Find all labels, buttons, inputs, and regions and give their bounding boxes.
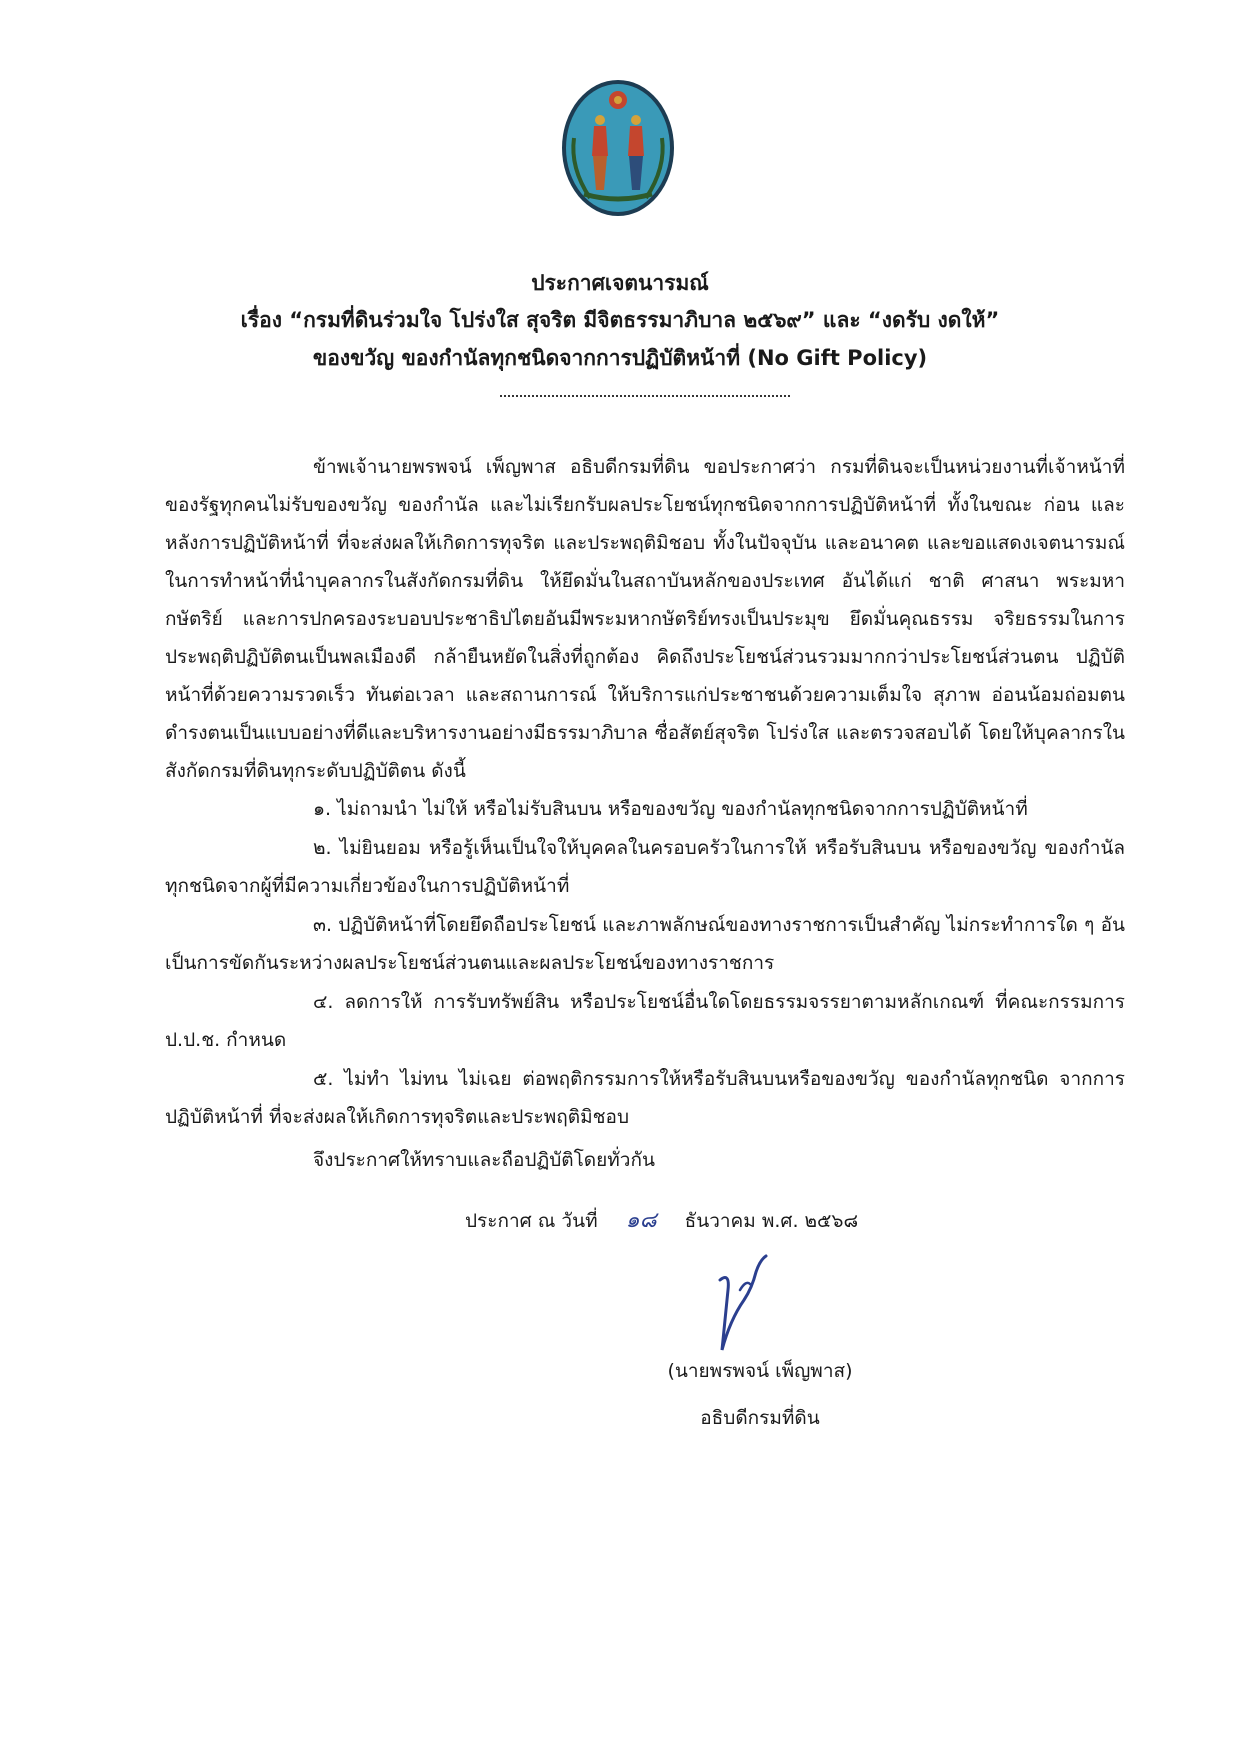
announcement-title: ประกาศเจตนารมณ์: [531, 271, 709, 295]
signatory-position: อธิบดีกรมที่ดิน: [700, 1407, 820, 1429]
announcement-subject-line-2: ของขวัญ ของกำนัลทุกชนิดจากการปฏิบัติหน้าที่ (No Gift Policy): [312, 346, 928, 370]
list-item: ๔. ลดการให้ การรับทรัพย์สิน หรือประโยชน์อื่นใดโดยธรรมจรรยาตามหลักเกณฑ์ ที่คณะกรรมการ ป.ป.ช. กำหนด: [165, 991, 1125, 1051]
list-item: ๒. ไม่ยินยอม หรือรู้เห็นเป็นใจให้บุคคลในครอบครัวในการให้ หรือรับสินบน หรือของขวัญ ของกำนัลทุกชนิดจากผู้ที่มีความเกี่ยวข้องในการปฏิบัติหน้าที่: [165, 837, 1125, 897]
department-of-lands-seal-icon: [560, 78, 676, 218]
date-day-handwritten: ๑๘: [625, 1208, 657, 1233]
date-suffix: ธันวาคม พ.ศ. ๒๕๖๘: [684, 1210, 859, 1232]
list-item: ๑. ไม่ถามนำ ไม่ให้ หรือไม่รับสินบน หรือของขวัญ ของกำนัลทุกชนิดจากการปฏิบัติหน้าที่: [313, 798, 1028, 820]
list-item: ๕. ไม่ทำ ไม่ทน ไม่เฉย ต่อพฤติกรรมการให้หรือรับสินบนหรือของขวัญ ของกำนัลทุกชนิด จากการปฏิบัติหน้าที่ ที่จะส่งผลให้เกิดการทุจริตและประพฤติมิชอบ: [165, 1068, 1125, 1128]
body-paragraph: ข้าพเจ้านายพรพจน์ เพ็ญพาส อธิบดีกรมที่ดิน ขอประกาศว่า กรมที่ดินจะเป็นหน่วยงานที่เจ้าหน้าที่ของรัฐทุกคนไม่รับของขวัญ ของกำนัล และไม่เรียกรับผลประโยชน์ทุกชนิดจากการปฏิบัติหน้าที่ ทั้งในขณะ ก่อน และหลังการปฏิบัติหน้าที่ ที่จะส่งผลให้เกิดการทุจริต และประพฤติมิชอบ ทั้งในปัจจุบัน และอนาคต และขอแสดงเจตนารมณ์ในการทำหน้าที่นำบุคลากรในสังกัดกรมที่ดิน ให้ยึดมั่นในสถาบันหลักของประเทศ อันได้แก่ ชาติ ศาสนา พระมหากษัตริย์ และการปกครองระบอบประชาธิปไตยอันมีพระมหากษัตริย์ทรงเป็นประมุข ยึดมั่นคุณธรรม จริยธรรมในการประพฤติปฏิบัติตนเป็นพลเมืองดี กล้ายืนหยัดในสิ่งที่ถูกต้อง คิดถึงประโยชน์ส่วนรวมมากกว่าประโยชน์ส่วนตน ปฏิบัติหน้าที่ด้วยความรวดเร็ว ทันต่อเวลา และสถานการณ์ ให้บริการแก่ประชาชนด้วยความเต็มใจ สุภาพ อ่อนน้อมถ่อมตน ดำรงตนเป็นแบบอย่างที่ดีและบริหารงานอย่างมีธรรมาภิบาล ซื่อสัตย์สุจริต โปร่งใส และตรวจสอบได้ โดยให้บุคลากรในสังกัดกรมที่ดินทุกระดับปฏิบัติตน ดังนี้: [165, 456, 1125, 782]
handwritten-signature-icon: [700, 1250, 780, 1360]
list-item: ๓. ปฏิบัติหน้าที่โดยยึดถือประโยชน์ และภาพลักษณ์ของทางราชการเป็นสำคัญ ไม่กระทำการใด ๆ อันเป็นการขัดกันระหว่างผลประโยชน์ส่วนตนและผลประโยชน์ของทางราชการ: [165, 914, 1125, 974]
announcement-subject-line-1: เรื่อง “กรมที่ดินร่วมใจ โปร่งใส สุจริต มีจิตธรรมาภิบาล ๒๕๖๙” และ “งดรับ งดให้”: [240, 308, 1000, 332]
date-prefix: ประกาศ ณ วันที่: [465, 1210, 598, 1232]
announcement-date: [465, 1202, 858, 1240]
dotted-divider: [500, 395, 790, 397]
closing-statement: จึงประกาศให้ทราบและถือปฏิบัติโดยทั่วกัน: [313, 1149, 655, 1171]
signatory-name: (นายพรพจน์ เพ็ญพาส): [667, 1360, 853, 1382]
